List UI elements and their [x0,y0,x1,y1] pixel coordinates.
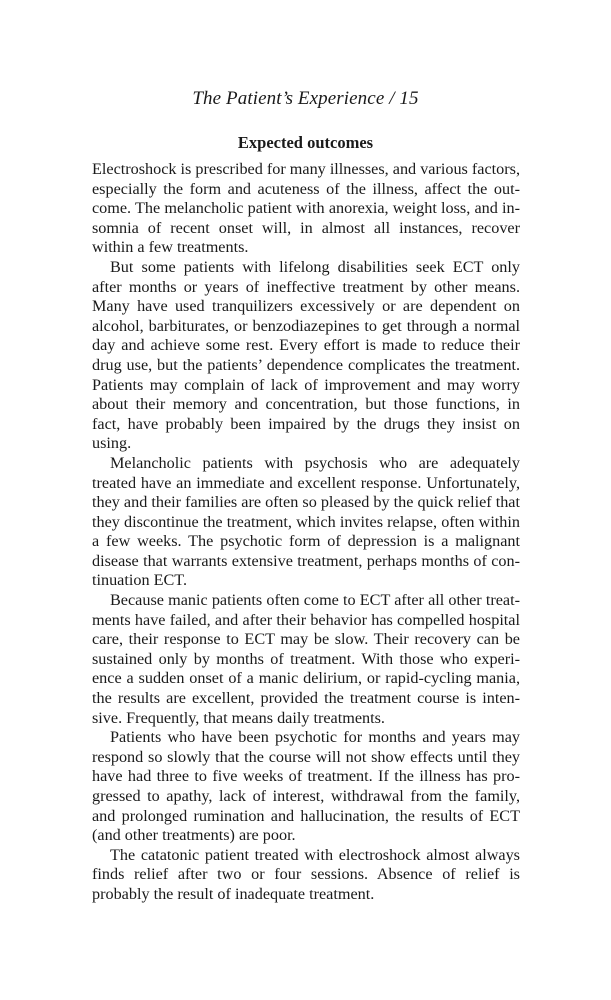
paragraph: Patients who have been psychotic for months and years may respond so slowly that the course will not show effects until they have had three to five weeks of treatment. If the illness has progressed to apathy, lack of interest, withdrawal from the family, and prolonged rumination and hallucination, the results of ECT (and other treatments) are poor. [92,728,520,845]
paragraph: But some patients with lifelong disabilities seek ECT only after months or years of ineffective treatment by other means. Many have used tranquilizers excessively or are dependent on alcohol, barbiturates, or benzodiazepines to get through a normal day and achieve some rest. Every effort is made to reduce their drug use, but the patients’ dependence complicates the treatment. Patients may complain of lack of improvement and may worry about their memory and concentration, but those functions, in fact, have probably been impaired by the drugs they insist on using. [92,257,520,453]
section-heading: Expected outcomes [237,133,374,152]
paragraph: Electroshock is prescribed for many illnesses, and various factors, especially the form and acuteness of the illness, affect the outcome. The melancholic patient with anorexia, weight loss, and insomnia of recent onset will, in almost all instances, recover within a few treatments. [92,160,520,257]
paragraph: The catatonic patient treated with electroshock almost always finds relief after two or four sessions. Absence of relief is probably the result of inadequate treatment. [92,845,520,903]
paragraph: Because manic patients often come to ECT after all other treatments have failed, and after their behavior has compelled hospital care, their response to ECT may be slow. Their recovery can be sustained only by months of treatment. With those who experience a sudden onset of a manic delirium, or rapid-cycling mania, the results are excellent, provided the treatment course is intensive. Frequently, that means daily treatments. [92,591,520,727]
paragraph: Melancholic patients with psychosis who are adequately treated have an immediate and excellent response. Unfortunately, they and their families are often so pleased by the quick relief that they discontinue the treatment, which invites relapse, often within a few weeks. The psychotic form of depression is a malignant disease that warrants extensive treatment, perhaps months of continuation ECT. [92,453,520,590]
body-text [92,160,520,905]
running-head: The Patient’s Experience / 15 [192,88,419,109]
